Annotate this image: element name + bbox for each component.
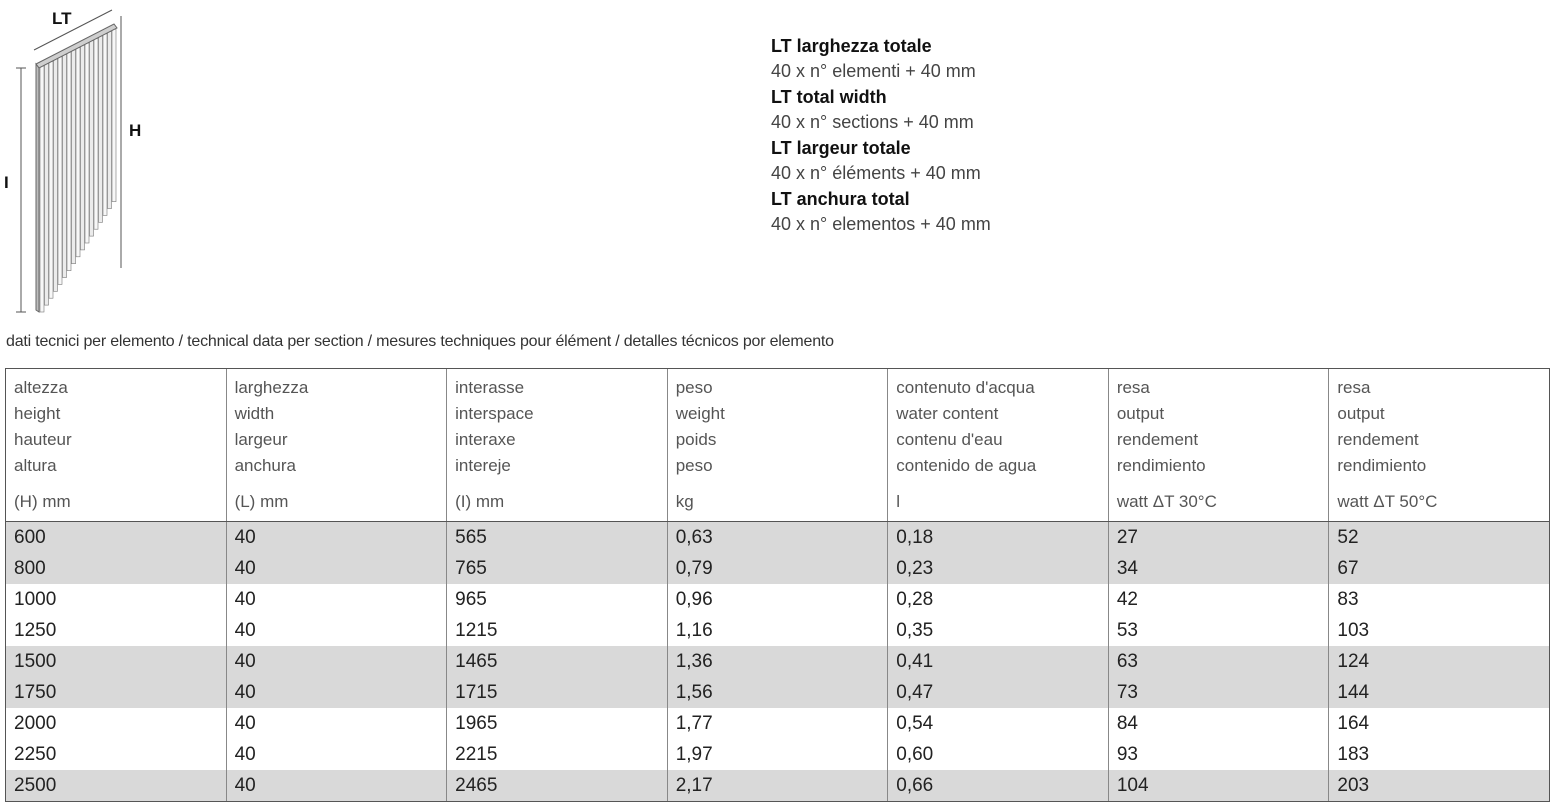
table-cell: 40 <box>226 677 447 708</box>
formula-text: 40 x n° éléments + 40 mm <box>771 163 981 183</box>
table-cell: 800 <box>6 553 227 584</box>
table-cell: 2215 <box>447 739 668 770</box>
radiator-diagram <box>0 0 160 320</box>
formula-text: 40 x n° elementi + 40 mm <box>771 61 976 81</box>
table-cell: 565 <box>447 522 668 554</box>
header-label: resa <box>1116 378 1150 397</box>
table-cell: 103 <box>1329 615 1550 646</box>
radiator-tube <box>72 50 76 264</box>
radiator-tube <box>99 36 103 222</box>
radiator-tube <box>67 52 71 270</box>
header-unit: l <box>896 492 901 511</box>
radiator-tube <box>63 55 67 278</box>
radiator-tube <box>103 34 107 216</box>
header-unit: (L) mm <box>234 492 289 511</box>
h-label: H <box>129 121 142 140</box>
formula-it <box>771 34 1171 85</box>
table-cell: 42 <box>1108 584 1329 615</box>
header-unit: (H) mm <box>14 492 71 511</box>
header-label: interspace <box>455 404 534 423</box>
table-cell: 40 <box>226 770 447 802</box>
table-cell: 34 <box>1108 553 1329 584</box>
table-row <box>6 646 1550 677</box>
i-label: I <box>4 173 9 192</box>
technical-data-table <box>5 368 1550 802</box>
table-row <box>6 615 1550 646</box>
table-cell: 0,54 <box>888 708 1109 739</box>
table-cell: 144 <box>1329 677 1550 708</box>
radiator-tube <box>58 57 62 285</box>
table-cell: 84 <box>1108 708 1329 739</box>
table-cell: 183 <box>1329 739 1550 770</box>
table-cell: 2500 <box>6 770 227 802</box>
table-cell: 93 <box>1108 739 1329 770</box>
header-unit: watt ΔT 50°C <box>1337 492 1438 511</box>
formula-title: LT anchura total <box>771 189 910 209</box>
formula-fr <box>771 136 1171 187</box>
header-label: anchura <box>234 456 296 475</box>
table-row <box>6 739 1550 770</box>
header-label: output <box>1337 404 1385 423</box>
table-row <box>6 770 1550 802</box>
column-header <box>1108 369 1329 522</box>
table-cell: 1750 <box>6 677 227 708</box>
radiator-tube <box>40 66 44 312</box>
table-cell: 27 <box>1108 522 1329 554</box>
table-cell: 1000 <box>6 584 227 615</box>
table-cell: 965 <box>447 584 668 615</box>
column-header <box>447 369 668 522</box>
table-cell: 40 <box>226 522 447 554</box>
table-cell: 40 <box>226 739 447 770</box>
radiator-tubes <box>40 29 116 312</box>
radiator-tube <box>54 59 58 291</box>
table-cell: 2,17 <box>667 770 888 802</box>
header-label: weight <box>675 404 725 423</box>
table-cell: 1465 <box>447 646 668 677</box>
formula-es <box>771 187 1171 238</box>
table-cell: 0,79 <box>667 553 888 584</box>
table-cell: 765 <box>447 553 668 584</box>
radiator-tube <box>85 43 89 243</box>
table-cell: 164 <box>1329 708 1550 739</box>
formula-title: LT total width <box>771 87 887 107</box>
table-row <box>6 677 1550 708</box>
table-cell: 600 <box>6 522 227 554</box>
radiator-tube <box>76 48 80 257</box>
header-label: altezza <box>14 378 68 397</box>
table-cell: 0,28 <box>888 584 1109 615</box>
header-label: peso <box>675 378 713 397</box>
header-row <box>6 369 1550 522</box>
table-cell: 1215 <box>447 615 668 646</box>
table-cell: 0,18 <box>888 522 1109 554</box>
header-unit: watt ΔT 30°C <box>1116 492 1217 511</box>
table-cell: 1,36 <box>667 646 888 677</box>
header-label: output <box>1116 404 1165 423</box>
table-cell: 104 <box>1108 770 1329 802</box>
header-label: width <box>234 404 275 423</box>
table-cell: 0,66 <box>888 770 1109 802</box>
header-label: rendement <box>1337 430 1419 449</box>
table-caption: dati tecnici per elemento / technical data per section / mesures techniques pour élément / detalles técnicos por elemento <box>6 333 834 350</box>
table-cell: 203 <box>1329 770 1550 802</box>
formula-title: LT largeur totale <box>771 138 911 158</box>
table-cell: 2000 <box>6 708 227 739</box>
table-cell: 83 <box>1329 584 1550 615</box>
table-cell: 0,63 <box>667 522 888 554</box>
table-cell: 67 <box>1329 553 1550 584</box>
header-label: interasse <box>455 378 525 397</box>
table-cell: 1965 <box>447 708 668 739</box>
table-cell: 52 <box>1329 522 1550 554</box>
header-unit: kg <box>675 492 694 511</box>
header-label: poids <box>675 430 717 449</box>
table-cell: 0,96 <box>667 584 888 615</box>
table-cell: 0,41 <box>888 646 1109 677</box>
column-header <box>888 369 1109 522</box>
radiator-tube <box>81 45 85 250</box>
table-cell: 1,56 <box>667 677 888 708</box>
formula-text: 40 x n° elementos + 40 mm <box>771 214 991 234</box>
table-cell: 40 <box>226 615 447 646</box>
header-label: rendement <box>1116 430 1199 449</box>
formula-en <box>771 85 1171 136</box>
header-label: largeur <box>234 430 288 449</box>
table-cell: 1,16 <box>667 615 888 646</box>
table-row <box>6 584 1550 615</box>
header-label: larghezza <box>234 378 309 397</box>
table-cell: 1,77 <box>667 708 888 739</box>
header-label: resa <box>1337 378 1371 397</box>
header-label: hauteur <box>14 430 72 449</box>
table-body <box>6 522 1550 802</box>
table-cell: 0,35 <box>888 615 1109 646</box>
table-cell: 40 <box>226 553 447 584</box>
table-header <box>6 369 1550 522</box>
radiator-tube <box>112 29 116 201</box>
table-cell: 1250 <box>6 615 227 646</box>
column-header <box>1329 369 1550 522</box>
table-cell: 1,97 <box>667 739 888 770</box>
table-cell: 124 <box>1329 646 1550 677</box>
table-cell: 40 <box>226 646 447 677</box>
header-label: rendimiento <box>1116 456 1206 475</box>
column-header <box>226 369 447 522</box>
header-label: height <box>14 404 61 423</box>
header-unit: (I) mm <box>455 492 505 511</box>
table-row <box>6 708 1550 739</box>
table-row <box>6 522 1550 554</box>
formula-title: LT larghezza totale <box>771 36 932 56</box>
header-label: altura <box>14 456 57 475</box>
table-cell: 0,60 <box>888 739 1109 770</box>
header-label: water content <box>896 404 999 423</box>
header-label: rendimiento <box>1337 456 1427 475</box>
column-header <box>667 369 888 522</box>
radiator-tube <box>45 64 49 305</box>
formula-text: 40 x n° sections + 40 mm <box>771 112 974 132</box>
width-formulas <box>771 34 1171 238</box>
header-label: contenuto d'acqua <box>896 378 1035 397</box>
table-cell: 1500 <box>6 646 227 677</box>
table-cell: 0,23 <box>888 553 1109 584</box>
header-label: contenu d'eau <box>896 430 1003 449</box>
table-cell: 0,47 <box>888 677 1109 708</box>
header-label: contenido de agua <box>896 456 1037 475</box>
table-cell: 63 <box>1108 646 1329 677</box>
table-cell: 53 <box>1108 615 1329 646</box>
radiator-tube <box>49 61 53 298</box>
table-cell: 40 <box>226 708 447 739</box>
table-cell: 73 <box>1108 677 1329 708</box>
radiator-tube <box>90 41 94 236</box>
header-label: intereje <box>455 456 511 475</box>
column-header <box>6 369 227 522</box>
table-cell: 1715 <box>447 677 668 708</box>
table-cell: 2465 <box>447 770 668 802</box>
lt-label: LT <box>52 9 72 28</box>
table-row <box>6 553 1550 584</box>
table-cell: 2250 <box>6 739 227 770</box>
radiator-side <box>36 64 39 312</box>
radiator-tube <box>108 32 112 209</box>
radiator-tube <box>94 38 98 229</box>
header-label: peso <box>675 456 713 475</box>
header-label: interaxe <box>455 430 516 449</box>
table-cell: 40 <box>226 584 447 615</box>
